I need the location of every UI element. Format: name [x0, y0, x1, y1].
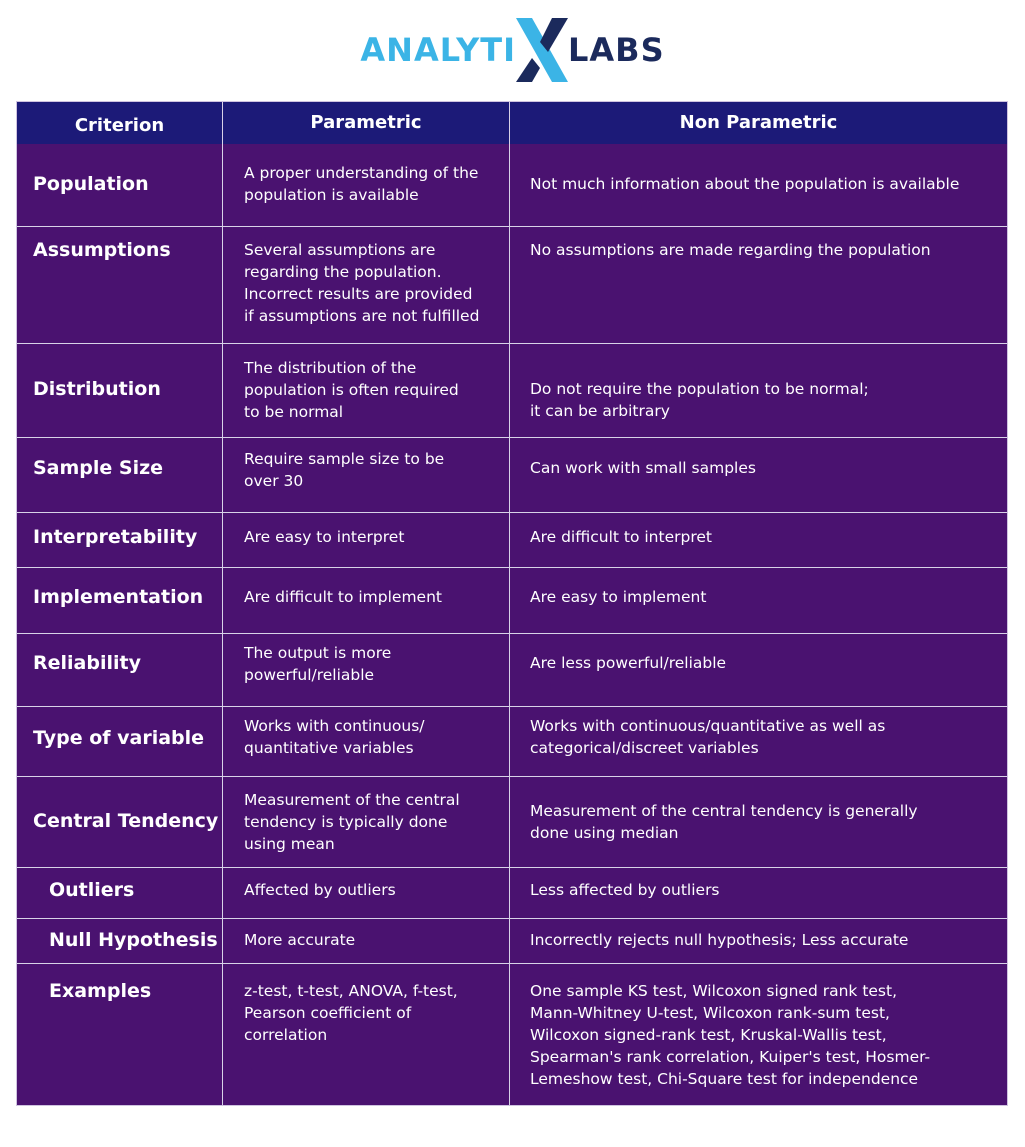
column-divider — [509, 102, 510, 1105]
parametric-cell: Measurement of the central tendency is typically done using mean — [244, 791, 460, 853]
analytixlabs-logo — [0, 14, 1025, 86]
criterion-label: Population — [33, 173, 149, 195]
row-divider — [17, 867, 1007, 868]
parametric-cell: The distribution of the population is often required to be normal — [244, 359, 459, 421]
header-nonparametric: Non Parametric — [509, 102, 1007, 144]
parametric-cell: The output is more powerful/reliable — [244, 644, 392, 684]
row-divider — [17, 918, 1007, 919]
parametric-cell: More accurate — [244, 931, 356, 949]
header-parametric: Parametric — [222, 102, 509, 144]
criterion-label: Central Tendency — [33, 810, 219, 832]
parametric-cell: Are easy to interpret — [244, 528, 405, 546]
parametric-cell: Affected by outliers — [244, 881, 396, 899]
nonparametric-cell: Do not require the population to be normal; it can be arbitrary — [530, 380, 869, 420]
criterion-label: Outliers — [49, 879, 135, 901]
column-divider — [222, 102, 223, 1105]
row-divider — [17, 567, 1007, 568]
parametric-cell: Require sample size to be over 30 — [244, 450, 445, 490]
criterion-label: Null Hypothesis — [49, 929, 218, 951]
parametric-cell: Are difficult to implement — [244, 588, 442, 606]
nonparametric-cell: Less affected by outliers — [530, 881, 720, 899]
nonparametric-cell: Can work with small samples — [530, 459, 756, 477]
row-divider — [17, 633, 1007, 634]
row-divider — [17, 706, 1007, 707]
parametric-cell: Several assumptions are regarding the population. Incorrect results are provided if assumptions are not fulfilled — [244, 241, 480, 325]
row-divider — [17, 776, 1007, 777]
nonparametric-cell: Are easy to implement — [530, 588, 707, 606]
criterion-label: Type of variable — [33, 727, 205, 749]
nonparametric-cell: Incorrectly rejects null hypothesis; Less accurate — [530, 931, 909, 949]
row-divider — [17, 437, 1007, 438]
nonparametric-cell: Works with continuous/quantitative as well as categorical/discreet variables — [530, 717, 886, 757]
parametric-cell: z-test, t-test, ANOVA, f-test, Pearson coefficient of correlation — [244, 982, 458, 1044]
nonparametric-cell: No assumptions are made regarding the population — [530, 241, 931, 259]
criterion-label: Sample Size — [33, 457, 164, 479]
criterion-label: Distribution — [33, 378, 161, 400]
header-criterion: Criterion — [74, 115, 165, 136]
logo-text-left: ANALYTI — [360, 31, 517, 69]
comparison-table — [16, 101, 1008, 1106]
nonparametric-cell: Not much information about the population is available — [530, 175, 960, 193]
criterion-label: Implementation — [33, 586, 204, 608]
row-divider — [17, 226, 1007, 227]
logo-text-right: LABS — [568, 31, 665, 69]
criterion-label: Interpretability — [33, 526, 198, 548]
row-divider — [17, 512, 1007, 513]
row-divider — [17, 963, 1007, 964]
parametric-cell: Works with continuous/ quantitative variables — [244, 717, 425, 757]
criterion-label: Examples — [49, 980, 152, 1002]
logo-x-mark — [514, 16, 570, 84]
row-divider — [17, 343, 1007, 344]
nonparametric-cell: Measurement of the central tendency is generally done using median — [530, 802, 918, 842]
table-header — [17, 102, 1007, 144]
parametric-cell: A proper understanding of the population is available — [244, 164, 479, 204]
criterion-label: Assumptions — [33, 239, 171, 261]
nonparametric-cell: One sample KS test, Wilcoxon signed rank test, Mann-Whitney U-test, Wilcoxon rank-sum test, Wilcoxon signed-rank test, Kruskal-Wallis test, Spearman's rank correlation, Kuiper's test, Hosmer- Lemeshow test, Chi-Square test for independence — [530, 982, 931, 1088]
nonparametric-cell: Are difficult to interpret — [530, 528, 712, 546]
criterion-label: Reliability — [33, 652, 141, 674]
nonparametric-cell: Are less powerful/reliable — [530, 654, 727, 672]
